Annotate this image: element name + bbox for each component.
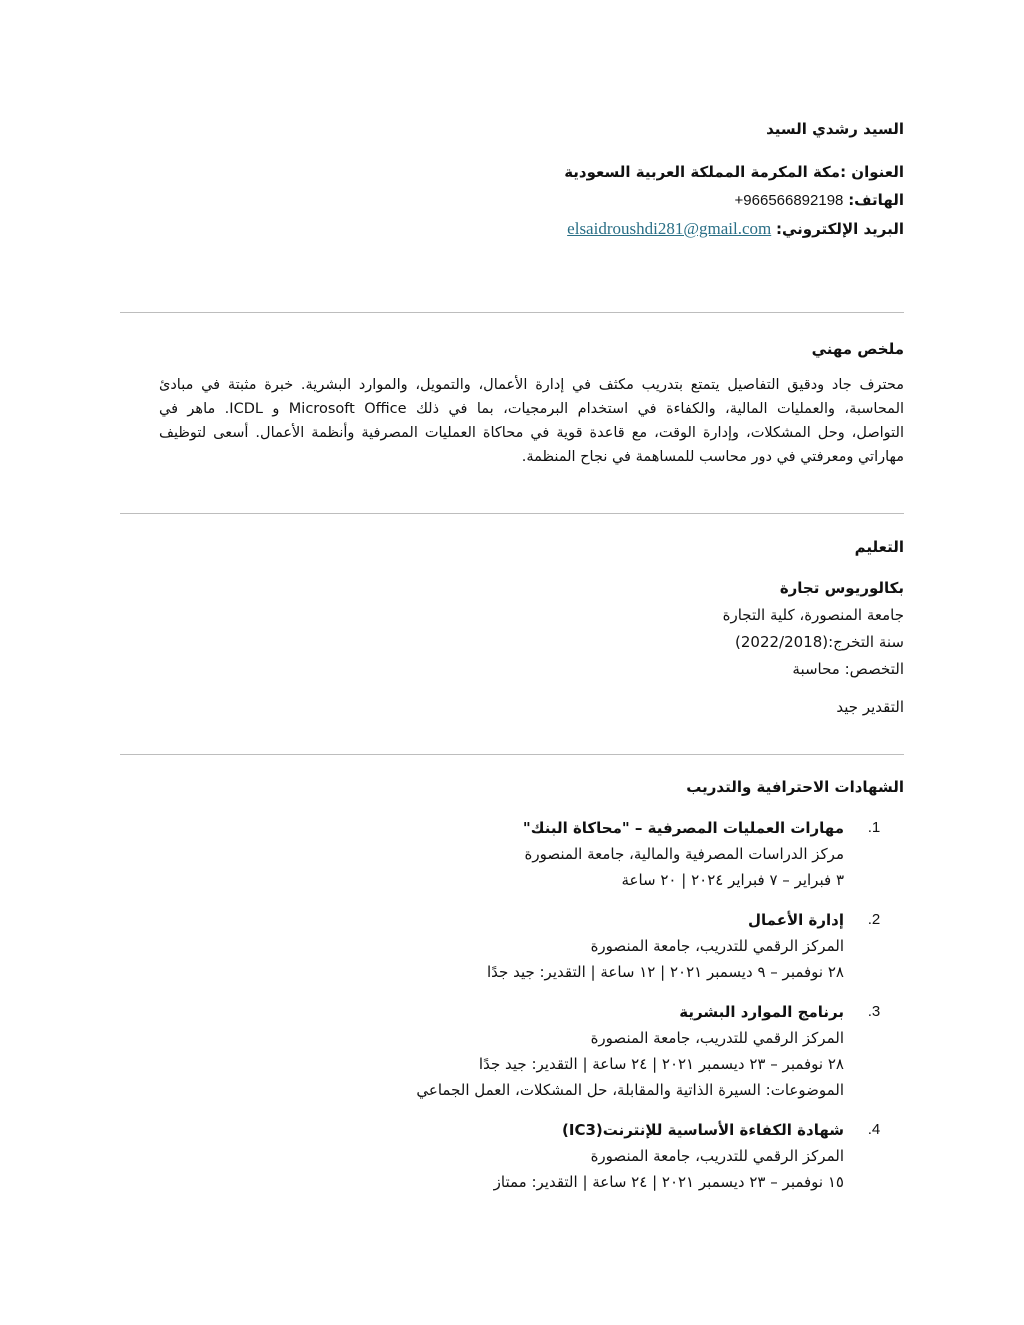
- major: التخصص: محاسبة: [792, 660, 904, 678]
- certification-item: [120, 815, 904, 893]
- address-label: العنوان :: [840, 163, 904, 181]
- certification-detail: مركز الدراسات المصرفية والمالية، جامعة المنصورة: [524, 845, 844, 863]
- item-number: 4.: [867, 1121, 881, 1138]
- education-heading: التعليم: [854, 538, 904, 556]
- certification-detail: ١٥ نوفمبر – ٢٣ ديسمبر ٢٠٢١ | ٢٤ ساعة | التقدير: ممتاز: [493, 1173, 844, 1191]
- summary-heading: ملخص مهني: [811, 340, 904, 358]
- certification-item: [120, 907, 904, 985]
- certification-title: برنامج الموارد البشرية: [679, 1003, 844, 1021]
- summary-line: محترف جاد ودقيق التفاصيل يتمتع بتدريب مكثف في إدارة الأعمال، والتمويل، والموارد البشرية. خبرة مثبتة في مبادئ: [159, 377, 904, 393]
- certification-title: شهادة الكفاءة الأساسية للإنترنت(IC3): [562, 1121, 844, 1139]
- certification-detail: الموضوعات: السيرة الذاتية والمقابلة، حل المشكلات، العمل الجماعي: [416, 1081, 844, 1099]
- certification-detail: المركز الرقمي للتدريب، جامعة المنصورة: [590, 1147, 844, 1165]
- certification-detail: ٢٨ نوفمبر – ٩ ديسمبر ٢٠٢١ | ١٢ ساعة | التقدير: جيد جدًا: [486, 963, 844, 981]
- certification-title: مهارات العمليات المصرفية – "محاكاة البنك": [522, 819, 844, 837]
- phone-value: +966566892198: [734, 192, 844, 209]
- address-line: [564, 158, 904, 186]
- certification-item: [120, 999, 904, 1103]
- university: جامعة المنصورة، كلية التجارة: [722, 606, 904, 624]
- contact-block: [564, 158, 904, 243]
- summary-line: مهاراتي ومعرفتي في دور محاسب للمساهمة في نجاح المنظمة.: [521, 449, 904, 465]
- certification-detail: ٣ فبراير – ٧ فبراير ٢٠٢٤ | ٢٠ ساعة: [621, 871, 844, 889]
- divider: [120, 312, 904, 313]
- education-block: [723, 575, 904, 721]
- email-line: [564, 215, 904, 243]
- certifications-heading: الشهادات الاحترافية والتدريب: [686, 778, 904, 796]
- summary-text: [159, 373, 904, 469]
- summary-line: المحاسبة، والعمليات المالية، والكفاءة في استخدام البرمجيات، بما في ذلك Microsoft Office و ICDL. ماهر في: [159, 401, 905, 417]
- item-number: 3.: [867, 1003, 881, 1020]
- address-value: مكة المكرمة المملكة العربية السعودية: [564, 163, 841, 181]
- certification-title: إدارة الأعمال: [748, 911, 844, 929]
- grade: التقدير جيد: [836, 698, 904, 716]
- divider: [120, 754, 904, 755]
- email-label: البريد الإلكتروني:: [776, 220, 904, 238]
- certifications-list: [120, 815, 904, 1209]
- divider: [120, 513, 904, 514]
- certification-detail: ٢٨ نوفمبر – ٢٣ ديسمبر ٢٠٢١ | ٢٤ ساعة | التقدير: جيد جدًا: [478, 1055, 844, 1073]
- candidate-name: السيد رشدي السيد: [766, 120, 904, 138]
- summary-line: التواصل، وحل المشكلات، وإدارة الوقت، مع قاعدة قوية في محاكاة العمليات المصرفية وأنظمة الأعمال. أسعى لتوظيف: [159, 425, 904, 441]
- phone-line: [564, 186, 904, 215]
- email-link[interactable]: elsaidroushdi281@gmail.com: [567, 219, 772, 238]
- degree-title: بكالوريوس تجارة: [779, 579, 904, 597]
- graduation-year: سنة التخرج:(2022/2018): [735, 633, 904, 651]
- certification-item: [120, 1117, 904, 1195]
- item-number: 1.: [867, 819, 881, 836]
- item-number: 2.: [867, 911, 881, 928]
- phone-label: الهاتف:: [848, 191, 904, 209]
- certification-detail: المركز الرقمي للتدريب، جامعة المنصورة: [590, 1029, 844, 1047]
- certification-detail: المركز الرقمي للتدريب، جامعة المنصورة: [590, 937, 844, 955]
